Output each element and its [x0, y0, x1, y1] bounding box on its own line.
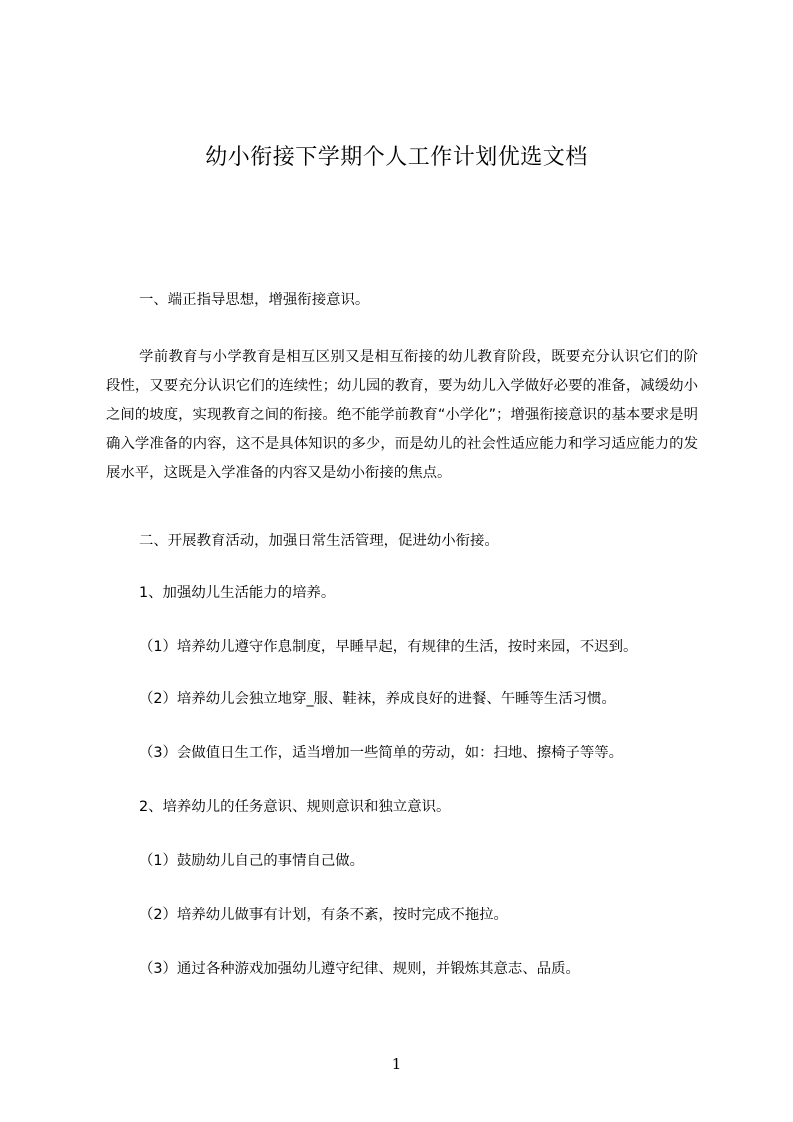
subsection-heading-1: 1、加强幼儿生活能力的培养。: [139, 585, 336, 601]
section-heading-1: 一、端正指导思想，增强衔接意识。: [139, 292, 370, 308]
list-item: （3）通过各种游戏加强幼儿遵守纪律、规则，并锻炼其意志、品质。: [139, 961, 580, 977]
list-item: （1）培养幼儿遵守作息制度，早睡早起，有规律的生活，按时来园，不迟到。: [139, 639, 638, 655]
page-number: 1: [391, 1055, 402, 1073]
list-item: （3）会做值日生工作，适当增加一些简单的劳动，如：扫地、擦椅子等等。: [139, 745, 624, 761]
body-paragraph-1: 学前教育与小学教育是相互区别又是相互衔接的幼儿教育阶段，既要充分认识它们的阶段性，又要充分认识它们的连续性；幼儿园的教育，要为幼儿入学做好必要的准备，减缓幼小之间的坡度，实现教育之间的衔接。绝不能学前教育“小学化”；增强衔接意识的基本要求是明确入学准备的内容，这不是具体知识的多少，而是幼儿的社会性适应能力和学习适应能力的发展水平，这既是入学准备的内容又是幼小衔接的焦点。: [106, 349, 698, 481]
list-item: （2）培养幼儿做事有计划，有条不紊，按时完成不拖拉。: [139, 907, 508, 923]
subsection-heading-2: 2、培养幼儿的任务意识、规则意识和独立意识。: [139, 799, 451, 815]
list-item: （1）鼓励幼儿自己的事情自己做。: [139, 853, 365, 869]
section-heading-2: 二、开展教育活动，加强日常生活管理，促进幼小衔接。: [139, 533, 499, 549]
list-item: （2）培养幼儿会独立地穿_服、鞋袜，养成良好的进餐、午睡等生活习惯。: [139, 691, 616, 707]
document-title: 幼小衔接下学期个人工作计划优选文档: [205, 145, 588, 170]
